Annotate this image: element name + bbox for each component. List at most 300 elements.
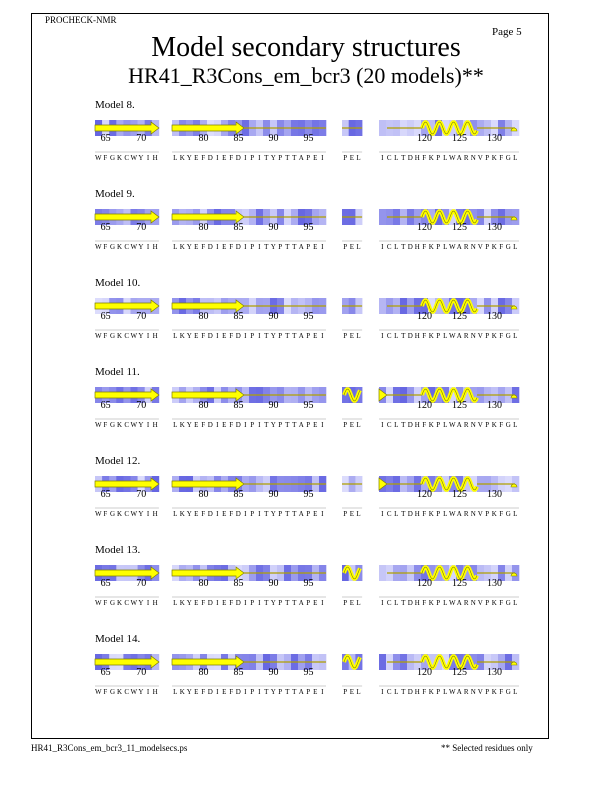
residue-number: 120 (417, 578, 432, 589)
residue-letter: P (436, 688, 441, 696)
residue-letter: H (152, 243, 159, 251)
residue-letter: I (216, 688, 219, 696)
residue-letter: D (235, 154, 242, 162)
residue-letter: W (130, 243, 138, 251)
residue-letter: F (201, 154, 206, 162)
residue-letter: F (229, 510, 234, 518)
residue-number: 80 (198, 311, 209, 322)
residue-letter: K (179, 421, 186, 429)
residue-letter: K (428, 332, 435, 340)
residue-letter: T (264, 688, 269, 696)
residue-letter: I (258, 510, 261, 518)
residue-letter: E (313, 154, 318, 162)
residue-letter: L (513, 510, 518, 518)
residue-letter: L (513, 243, 518, 251)
residue-number: 80 (198, 133, 209, 144)
residue-letter: E (194, 510, 199, 518)
residue-letter: E (222, 243, 227, 251)
residue-letter: C (386, 510, 393, 518)
residue-letter: L (356, 243, 362, 251)
residue-letter: D (235, 243, 242, 251)
residue-letter: P (485, 688, 490, 696)
residue-letter: E (222, 688, 227, 696)
residue-number: 125 (452, 667, 467, 678)
residue-letter: D (235, 332, 242, 340)
residue-number: 65 (100, 133, 111, 144)
residue-letter: P (250, 421, 255, 429)
residue-letter: A (456, 332, 463, 340)
residue-letter: F (229, 154, 234, 162)
residue-letter: C (124, 510, 130, 518)
residue-letter: T (292, 421, 297, 429)
residue-letter: L (513, 154, 518, 162)
residue-letter: W (94, 421, 103, 429)
residue-letter: E (194, 243, 199, 251)
residue-letter: P (436, 599, 441, 607)
model-label: Model 9. (95, 188, 135, 200)
residue-letter: F (103, 599, 108, 607)
residue-letter: P (306, 154, 311, 162)
residue-letter: T (292, 599, 297, 607)
residue-letter: F (201, 599, 206, 607)
residue-letter: Y (138, 154, 144, 162)
residue-letter: L (443, 510, 448, 518)
residue-letter: D (207, 599, 214, 607)
residue-letter: W (448, 243, 457, 251)
residue-letter: I (258, 599, 261, 607)
residue-letter: K (117, 688, 123, 696)
residue-letter: K (117, 243, 123, 251)
residue-letter: W (448, 599, 457, 607)
residue-letter: K (179, 332, 186, 340)
residue-letter: D (407, 510, 414, 518)
residue-letter: I (381, 599, 384, 607)
residue-letter: L (394, 154, 399, 162)
residue-letter: A (456, 510, 463, 518)
residue-letter: N (470, 154, 477, 162)
residue-letter: T (264, 332, 269, 340)
residue-letter: P (278, 154, 283, 162)
residue-letter: F (103, 332, 108, 340)
residue-number: 80 (198, 400, 209, 411)
residue-number: 85 (233, 311, 244, 322)
residue-letter: L (356, 332, 362, 340)
residue-letter: I (146, 421, 150, 429)
residue-number: 90 (268, 667, 279, 678)
residue-letter: A (456, 599, 463, 607)
residue-letter: P (306, 599, 311, 607)
residue-letter: C (124, 154, 130, 162)
model-label: Model 8. (95, 99, 135, 111)
residue-letter: Y (138, 243, 144, 251)
residue-letter: D (235, 599, 242, 607)
residue-letter: F (499, 510, 504, 518)
residue-letter: K (428, 599, 435, 607)
residue-letter: L (173, 154, 178, 162)
residue-letter: L (356, 688, 362, 696)
residue-letter: H (152, 421, 159, 429)
residue-letter: T (401, 688, 406, 696)
residue-letter: Y (186, 154, 193, 162)
terminus-marker (511, 306, 517, 309)
residue-letter: F (229, 243, 234, 251)
residue-number: 80 (198, 667, 209, 678)
residue-letter: H (152, 332, 159, 340)
residue-letter: E (222, 154, 227, 162)
residue-letter: F (229, 688, 234, 696)
residue-letter: D (407, 599, 414, 607)
residue-letter: P (306, 421, 311, 429)
residue-letter: G (505, 243, 512, 251)
residue-number: 95 (303, 311, 314, 322)
residue-letter: E (349, 243, 355, 251)
footer-filename: HR41_R3Cons_em_bcr3_11_modelsecs.ps (31, 743, 188, 753)
residue-letter: A (456, 154, 463, 162)
model-label: Model 12. (95, 455, 141, 467)
residue-letter: V (477, 421, 484, 429)
residue-number: 130 (487, 667, 502, 678)
residue-number: 125 (452, 311, 467, 322)
residue-letter: F (422, 510, 427, 518)
residue-letter: I (216, 421, 219, 429)
residue-number: 120 (417, 311, 432, 322)
residue-letter: E (222, 421, 227, 429)
residue-number: 65 (100, 489, 111, 500)
residue-letter: T (292, 154, 297, 162)
residue-number: 85 (233, 222, 244, 233)
residue-letter: P (343, 688, 348, 696)
residue-letter: C (124, 421, 130, 429)
residue-number: 70 (136, 667, 147, 678)
residue-letter: W (448, 154, 457, 162)
residue-letter: D (407, 243, 414, 251)
residue-letter: V (477, 510, 484, 518)
terminus-marker (511, 662, 517, 665)
residue-letter: T (264, 154, 269, 162)
residue-letter: A (298, 332, 305, 340)
residue-letter: R (463, 154, 470, 162)
residue-letter: G (110, 421, 116, 429)
residue-letter: A (456, 688, 463, 696)
residue-number: 65 (100, 311, 111, 322)
residue-number: 130 (487, 311, 502, 322)
residue-letter: C (124, 243, 130, 251)
residue-letter: G (505, 688, 512, 696)
residue-letter: L (394, 688, 399, 696)
residue-number: 65 (100, 667, 111, 678)
residue-letter: N (470, 421, 477, 429)
residue-letter: G (110, 243, 116, 251)
residue-letter: I (244, 332, 247, 340)
residue-letter: P (343, 421, 348, 429)
residue-letter: I (321, 599, 324, 607)
residue-letter: D (207, 332, 214, 340)
residue-letter: H (152, 599, 159, 607)
residue-number: 90 (268, 311, 279, 322)
residue-letter: D (235, 421, 242, 429)
residue-cell (379, 298, 386, 314)
residue-letter: I (244, 243, 247, 251)
residue-letter: E (313, 332, 318, 340)
residue-letter: R (463, 599, 470, 607)
residue-number: 90 (268, 400, 279, 411)
residue-letter: A (456, 421, 463, 429)
residue-number: 90 (268, 133, 279, 144)
residue-cell (379, 209, 386, 225)
residue-letter: F (499, 243, 504, 251)
residue-letter: P (436, 243, 441, 251)
residue-letter: I (381, 154, 384, 162)
residue-number: 70 (136, 133, 147, 144)
residue-letter: F (422, 421, 427, 429)
residue-letter: F (422, 688, 427, 696)
residue-letter: K (117, 154, 123, 162)
residue-letter: Y (186, 332, 193, 340)
residue-letter: I (321, 510, 324, 518)
model-label: Model 14. (95, 633, 141, 645)
residue-letter: L (394, 599, 399, 607)
residue-letter: N (470, 332, 477, 340)
residue-letter: G (110, 599, 116, 607)
residue-number: 65 (100, 578, 111, 589)
residue-number: 120 (417, 222, 432, 233)
residue-number: 85 (233, 489, 244, 500)
residue-letter: L (356, 421, 362, 429)
residue-letter: L (513, 688, 518, 696)
residue-letter: W (448, 510, 457, 518)
residue-letter: W (130, 421, 138, 429)
residue-letter: I (244, 599, 247, 607)
residue-letter: L (443, 599, 448, 607)
residue-letter: T (285, 688, 290, 696)
residue-letter: H (414, 510, 421, 518)
residue-letter: C (124, 599, 130, 607)
residue-letter: V (477, 599, 484, 607)
residue-number: 90 (268, 578, 279, 589)
residue-letter: I (321, 154, 324, 162)
residue-letter: P (278, 599, 283, 607)
residue-letter: T (401, 243, 406, 251)
residue-letter: L (173, 332, 178, 340)
residue-letter: T (292, 332, 297, 340)
residue-number: 80 (198, 222, 209, 233)
residue-letter: Y (186, 599, 193, 607)
residue-cell (379, 565, 386, 581)
residue-letter: E (222, 599, 227, 607)
residue-letter: V (477, 688, 484, 696)
residue-letter: T (401, 510, 406, 518)
model-label: Model 11. (95, 366, 140, 378)
residue-letter: C (386, 688, 393, 696)
residue-letter: W (94, 510, 103, 518)
residue-letter: E (313, 688, 318, 696)
residue-letter: F (201, 510, 206, 518)
residue-letter: E (349, 332, 355, 340)
residue-letter: H (414, 243, 421, 251)
residue-letter: A (456, 243, 463, 251)
residue-letter: Y (138, 688, 144, 696)
residue-letter: F (103, 421, 108, 429)
residue-letter: E (194, 332, 199, 340)
residue-number: 95 (303, 222, 314, 233)
residue-letter: P (343, 243, 348, 251)
residue-number: 130 (487, 578, 502, 589)
residue-letter: W (448, 421, 457, 429)
residue-letter: F (499, 688, 504, 696)
residue-letter: P (485, 599, 490, 607)
residue-letter: Y (138, 421, 144, 429)
residue-letter: P (250, 688, 255, 696)
residue-letter: G (505, 510, 512, 518)
residue-letter: T (285, 243, 290, 251)
residue-letter: L (356, 154, 362, 162)
residue-letter: A (298, 154, 305, 162)
residue-letter: P (278, 421, 283, 429)
residue-letter: P (278, 243, 283, 251)
residue-letter: Y (270, 421, 277, 429)
residue-letter: D (407, 154, 414, 162)
residue-letter: N (470, 243, 477, 251)
residue-letter: W (130, 688, 138, 696)
residue-letter: P (343, 154, 348, 162)
residue-letter: K (491, 688, 498, 696)
residue-number: 70 (136, 400, 147, 411)
residue-letter: W (94, 332, 103, 340)
residue-letter: W (94, 243, 103, 251)
residue-letter: K (491, 599, 498, 607)
residue-number: 130 (487, 133, 502, 144)
page-title: Model secondary structures (151, 32, 461, 63)
residue-letter: F (499, 599, 504, 607)
residue-letter: L (394, 510, 399, 518)
residue-letter: E (349, 599, 355, 607)
residue-letter: I (216, 243, 219, 251)
residue-letter: F (103, 510, 108, 518)
residue-letter: I (146, 243, 150, 251)
residue-letter: F (229, 599, 234, 607)
residue-letter: L (173, 421, 178, 429)
residue-number: 65 (100, 400, 111, 411)
residue-letter: I (381, 243, 384, 251)
residue-letter: P (250, 243, 255, 251)
program-name: PROCHECK-NMR (45, 15, 117, 25)
residue-letter: T (292, 510, 297, 518)
residue-letter: T (285, 510, 290, 518)
residue-letter: I (244, 421, 247, 429)
residue-letter: G (110, 510, 116, 518)
residue-letter: P (485, 332, 490, 340)
residue-letter: Y (270, 154, 277, 162)
residue-letter: L (443, 421, 448, 429)
residue-letter: I (381, 421, 384, 429)
residue-letter: F (201, 332, 206, 340)
residue-number: 125 (452, 133, 467, 144)
residue-letter: I (258, 421, 261, 429)
residue-letter: T (401, 599, 406, 607)
residue-letter: L (513, 599, 518, 607)
residue-cell (379, 120, 386, 136)
residue-letter: P (485, 421, 490, 429)
residue-letter: A (298, 243, 305, 251)
residue-letter: A (298, 510, 305, 518)
residue-letter: P (250, 332, 255, 340)
residue-letter: E (194, 599, 199, 607)
residue-letter: E (313, 421, 318, 429)
residue-letter: W (130, 154, 138, 162)
residue-letter: K (117, 510, 123, 518)
residue-letter: H (152, 688, 159, 696)
residue-number: 95 (303, 133, 314, 144)
residue-number: 130 (487, 222, 502, 233)
residue-number: 125 (452, 222, 467, 233)
residue-letter: F (103, 243, 108, 251)
residue-letter: I (321, 332, 324, 340)
residue-letter: Y (270, 332, 277, 340)
residue-number: 70 (136, 489, 147, 500)
residue-letter: W (448, 332, 457, 340)
residue-letter: T (264, 421, 269, 429)
residue-letter: F (422, 154, 427, 162)
residue-letter: E (349, 154, 355, 162)
residue-letter: H (152, 510, 159, 518)
residue-letter: P (485, 154, 490, 162)
residue-number: 95 (303, 667, 314, 678)
terminus-marker (511, 484, 517, 487)
residue-letter: L (513, 332, 518, 340)
residue-number: 70 (136, 311, 147, 322)
residue-letter: H (414, 154, 421, 162)
residue-letter: G (505, 332, 512, 340)
residue-letter: K (117, 599, 123, 607)
model-label: Model 10. (95, 277, 141, 289)
residue-letter: K (179, 510, 186, 518)
residue-letter: K (491, 154, 498, 162)
residue-letter: E (349, 510, 355, 518)
residue-letter: F (229, 332, 234, 340)
residue-letter: K (428, 688, 435, 696)
residue-letter: W (130, 510, 138, 518)
residue-letter: D (235, 688, 242, 696)
residue-letter: C (386, 599, 393, 607)
residue-letter: A (298, 421, 305, 429)
residue-number: 85 (233, 133, 244, 144)
residue-letter: K (491, 243, 498, 251)
residue-number: 125 (452, 578, 467, 589)
residue-letter: T (264, 243, 269, 251)
residue-letter: E (313, 510, 318, 518)
residue-letter: L (394, 243, 399, 251)
residue-letter: I (216, 332, 219, 340)
residue-letter: P (485, 243, 490, 251)
terminus-marker (511, 128, 517, 131)
residue-letter: C (386, 332, 393, 340)
residue-letter: L (513, 421, 518, 429)
residue-letter: E (222, 332, 227, 340)
residue-letter: F (422, 332, 427, 340)
residue-letter: I (321, 688, 324, 696)
residue-letter: W (94, 688, 103, 696)
residue-letter: P (250, 154, 255, 162)
residue-letter: L (443, 154, 448, 162)
residue-letter: I (381, 510, 384, 518)
residue-letter: W (448, 688, 457, 696)
residue-letter: D (407, 332, 414, 340)
residue-letter: H (152, 154, 159, 162)
residue-letter: P (278, 510, 283, 518)
residue-number: 120 (417, 133, 432, 144)
residue-letter: Y (186, 688, 193, 696)
residue-letter: L (173, 510, 178, 518)
